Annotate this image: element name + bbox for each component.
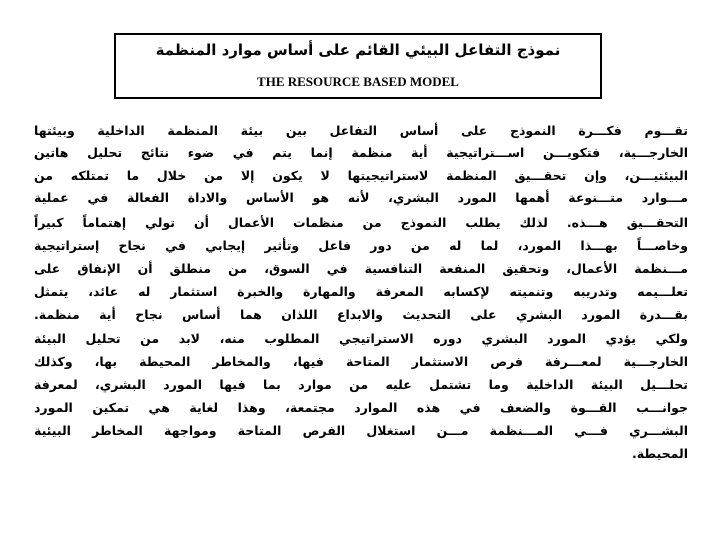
- body-text: [34, 120, 688, 466]
- text-line: التحقـــيق هـــذه. لذلك يطلب النموذج من منظمات الأعمال أن تولي إهتماماً كبيراً: [34, 214, 688, 230]
- text-line: جوانـــب القـــوة والضعف في هذه الموارد مجتمعة، وهذا لغاية هي تمكين المورد: [34, 400, 688, 416]
- text-line: المحيطة.: [632, 446, 688, 462]
- paragraph-1: [34, 120, 688, 210]
- text-line: تقـــوم فكـــرة النموذج على أساس التفاعل بين بيئة المنظمة الداخلية وبيئتها: [34, 123, 688, 138]
- text-line: الخارجـــية لمعـــرفة فرص الاستثمار المتاحة فيها، والمخاطر المحيطة بها، وكذلك: [34, 353, 688, 369]
- arabic-title: نموذج التفاعل البيئي القائم على أساس موارد المنظمة: [155, 41, 561, 59]
- text-line: مـــنظمة الأعمال، وتحقيق المنفعة التنافسية في السوق، من منطلق أن الإنفاق على: [34, 260, 688, 276]
- english-title: THE RESOURCE BASED MODEL: [257, 74, 459, 89]
- text-line: الخارجـــية، فتكويـــن اســـتراتيجية أية منظمة إنما يتم في ضوء نتائج تحليل هاتين: [34, 145, 688, 161]
- text-line: ولكي يؤدي المورد البشري دوره الاستراتيجي المطلوب منه، لابد من تحليل البيئة: [34, 330, 688, 346]
- paragraph-2: [34, 211, 688, 466]
- text-line: البيئتيـــن، وإن تحقـــيق المنظمة لاستراتيجيتها لا يكون إلا من خلال ما تمتلكه من: [34, 167, 688, 183]
- text-line: مـــوارد متـــنوعة أهمها المورد البشري، لأنه هو الأساس والاداة الفعالة في عملية: [34, 190, 688, 206]
- text-line: البشـــري فـــي المـــنظمة مـــن استغلال الفرص المتاحة ومواجهة المخاطر البيئية: [34, 423, 688, 439]
- text-line: بقـــدرة المورد البشري على التحديث والابداع اللذان هما أساس نجاح أية منظمة.: [34, 307, 688, 323]
- text-line: تعلـــيمه وتدريبه وتنميته لإكسابه المعرفة والمهارة والخبرة استثمار له عائد، يتمثل: [34, 284, 688, 300]
- text-line: وخاصـــاً بهـــذا المورد، لما له من دور فاعل وتأثير إيجابي في نجاح إستراتيجية: [34, 237, 688, 253]
- text-line: تحلـــيل البيئة الداخلية وما تشتمل عليه من موارد بما فيها المورد البشري، لمعرفة: [34, 376, 688, 392]
- title-box: [114, 33, 602, 99]
